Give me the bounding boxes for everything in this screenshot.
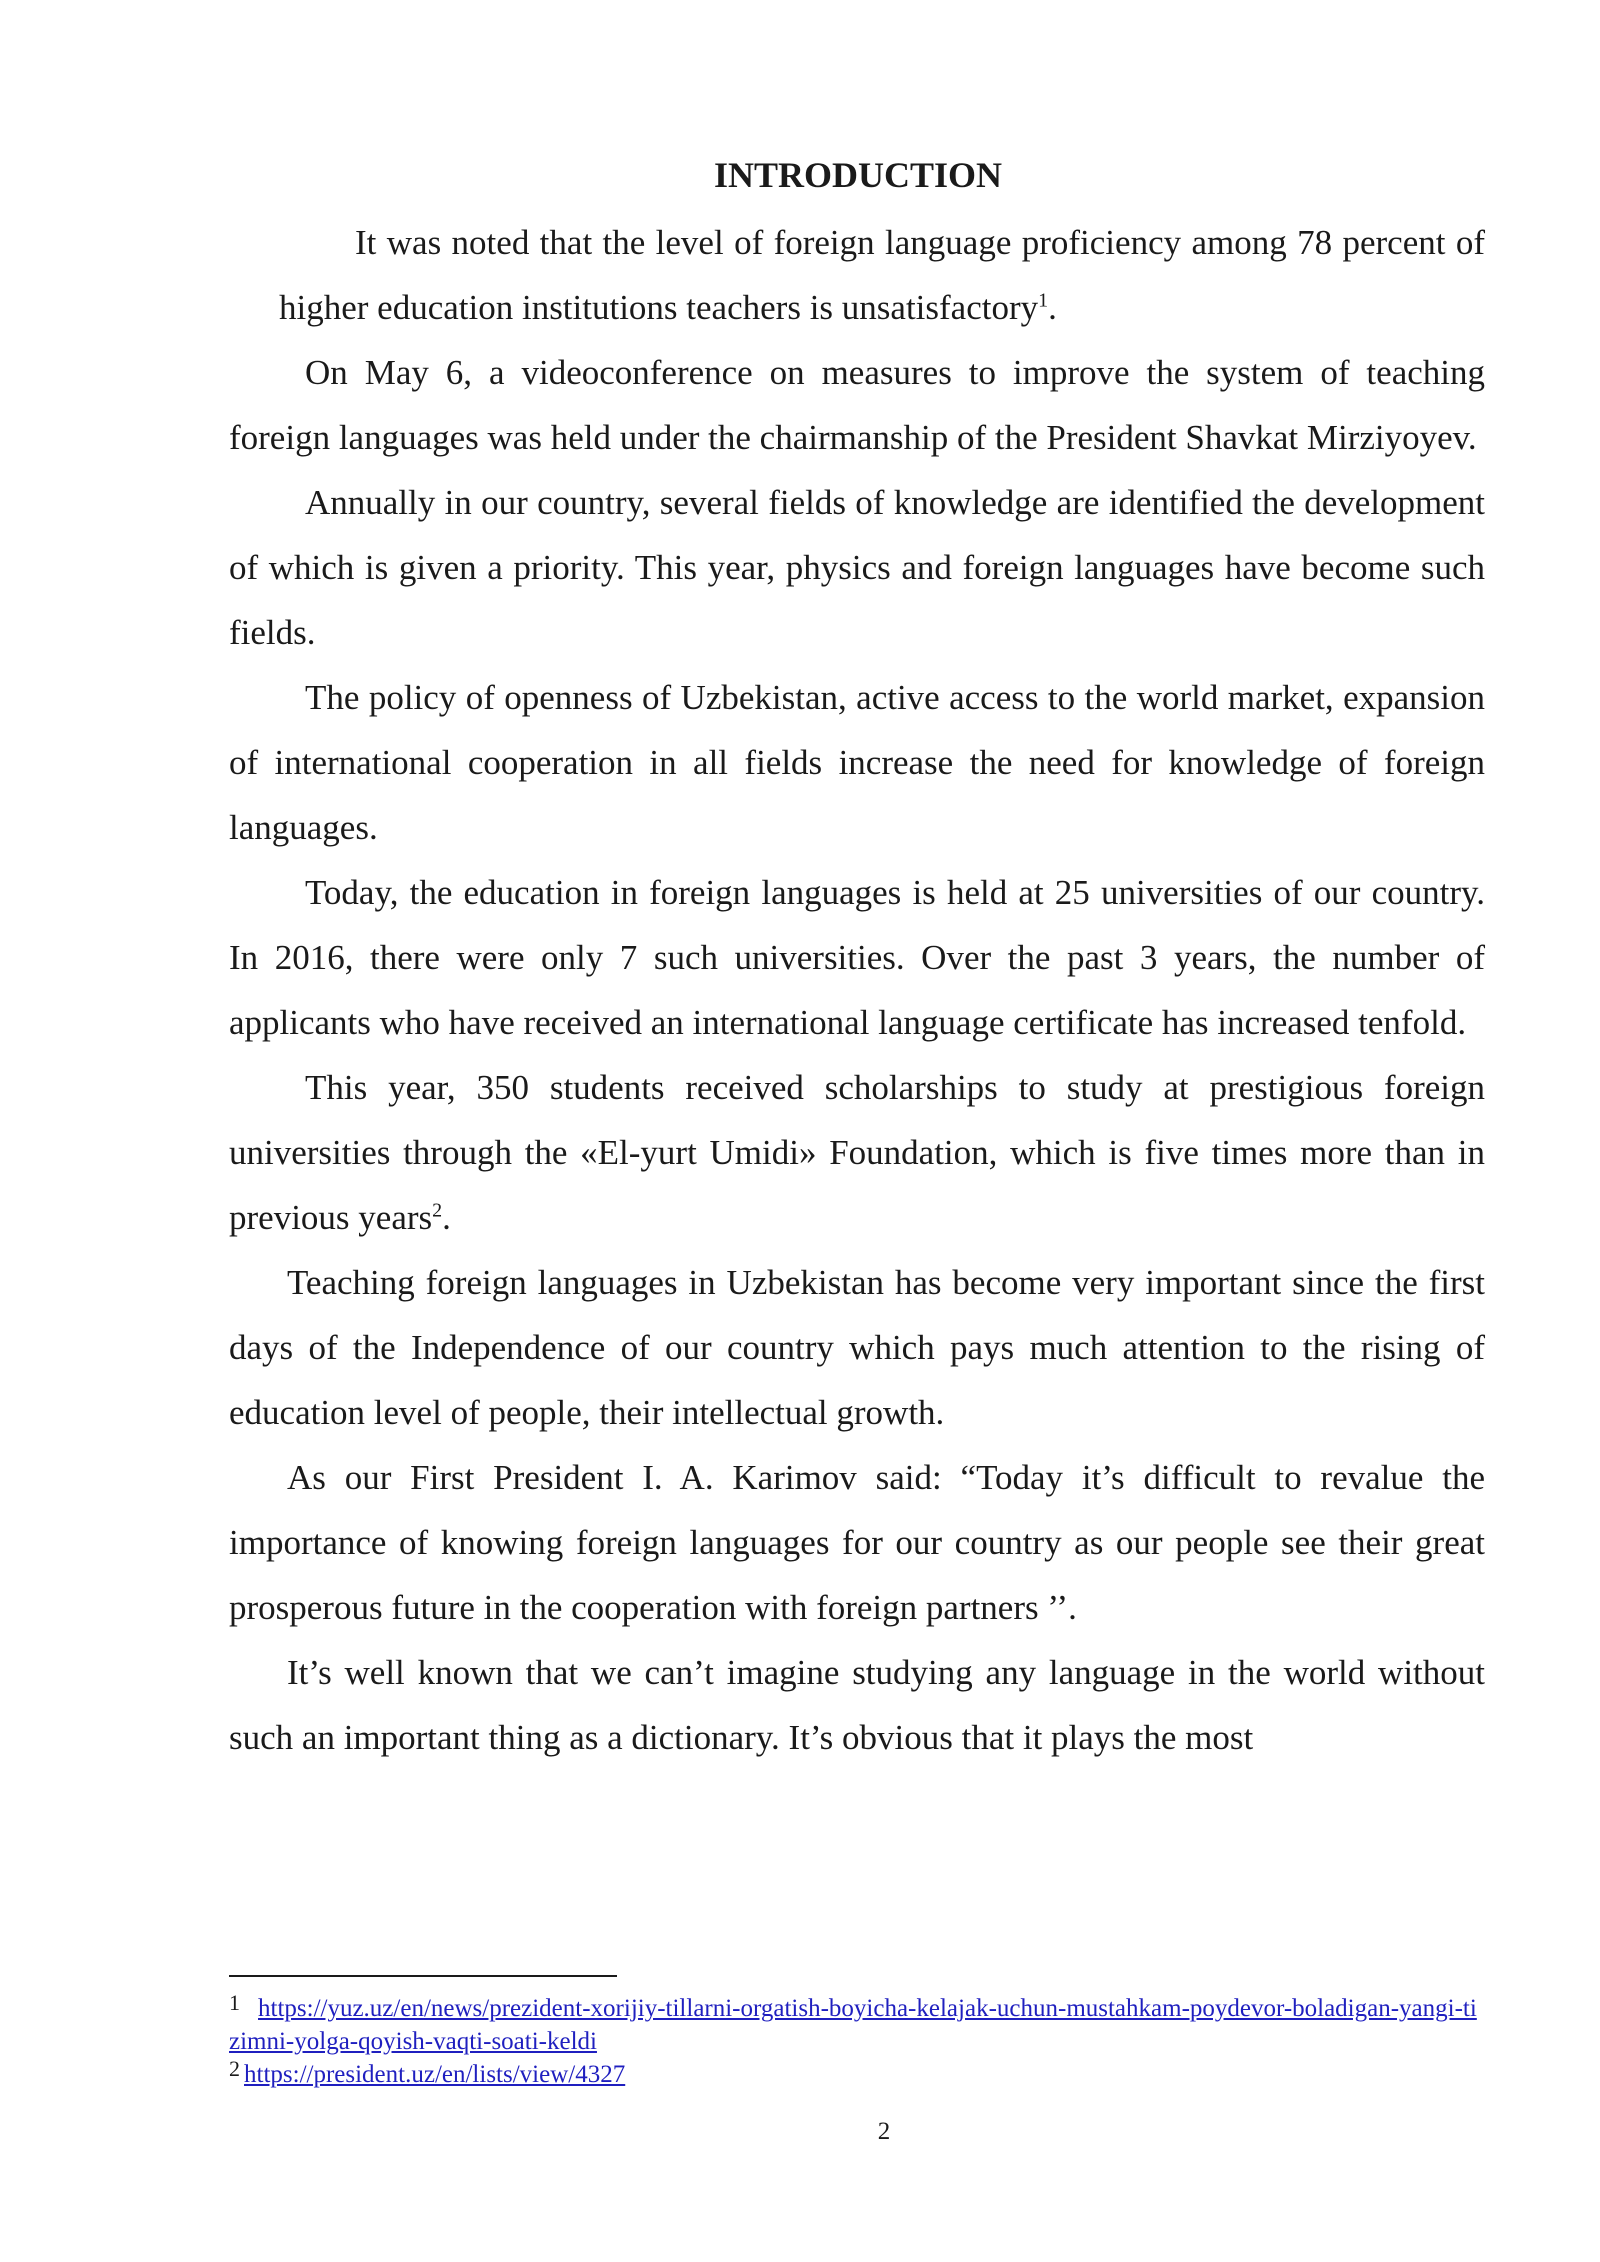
footnote-reference-2[interactable]: 2	[432, 1199, 443, 1222]
footnote-separator	[229, 1975, 617, 1977]
paragraph-text: This year, 350 students received scholarships to study at prestigious foreign universities through the «El-yurt Umidi» Foundation, which is five times more than in previous years	[229, 1068, 1485, 1237]
paragraph-4: The policy of openness of Uzbekistan, active access to the world market, expansion of international cooperation in all fields increase the need for knowledge of foreign languages.	[229, 678, 1485, 847]
footnote-link[interactable]: https://president.uz/en/lists/view/4327	[244, 2061, 626, 2088]
footnote-mark: 2	[229, 2056, 240, 2081]
footnote-link[interactable]: https://yuz.uz/en/news/prezident-xorijiy-tillarni-orgatish-boyicha-kelajak-uchun-mustahkam-poydevor-boladigan-yangi-tizimni-yolga-qoyish-vaqti-soati-keldi	[229, 1995, 1477, 2055]
paragraph-7: Teaching foreign languages in Uzbekistan has become very important since the first days of the Independence of our country which pays much attention to the rising of education level of people, their intellectual growth.	[229, 1263, 1485, 1432]
paragraph-9: It’s well known that we can’t imagine studying any language in the world without such an important thing as a dictionary. It’s obvious that it plays the most	[229, 1653, 1485, 1757]
paragraph-ending: .	[1048, 288, 1057, 327]
paragraph-2: On May 6, a videoconference on measures to improve the system of teaching foreign languages was held under the chairmanship of the President Shavkat Mirziyoyev.	[229, 353, 1485, 457]
body-text	[229, 210, 1485, 1770]
footnote-mark: 1	[229, 1990, 240, 2015]
paragraph-6	[229, 1055, 1485, 1250]
paragraph-5: Today, the education in foreign languages is held at 25 universities of our country. In 2016, there were only 7 such universities. Over the past 3 years, the number of applicants who have received an international language certificate has increased tenfold.	[229, 873, 1485, 1042]
footnotes	[229, 1992, 1487, 2091]
paragraph-3: Annually in our country, several fields of knowledge are identified the development of which is given a priority. This year, physics and foreign languages have become such fields.	[229, 483, 1485, 652]
footnote-1	[229, 1992, 1487, 2058]
paragraph-1	[279, 210, 1485, 340]
paragraph-8: As our First President I. A. Karimov said: “Today it’s difficult to revalue the importance of knowing foreign languages for our country as our people see their great prosperous future in the cooperation with foreign partners ’’.	[229, 1458, 1485, 1627]
page-title: INTRODUCTION	[713, 155, 1003, 195]
paragraph-text: It was noted that the level of foreign language proficiency among 78 percent of higher education institutions teachers is unsatisfactory	[279, 223, 1485, 327]
paragraph-ending: .	[442, 1198, 451, 1237]
page-number: 2	[877, 2118, 891, 2145]
footnote-reference-1[interactable]: 1	[1038, 289, 1049, 312]
footnote-2	[229, 2058, 1487, 2091]
